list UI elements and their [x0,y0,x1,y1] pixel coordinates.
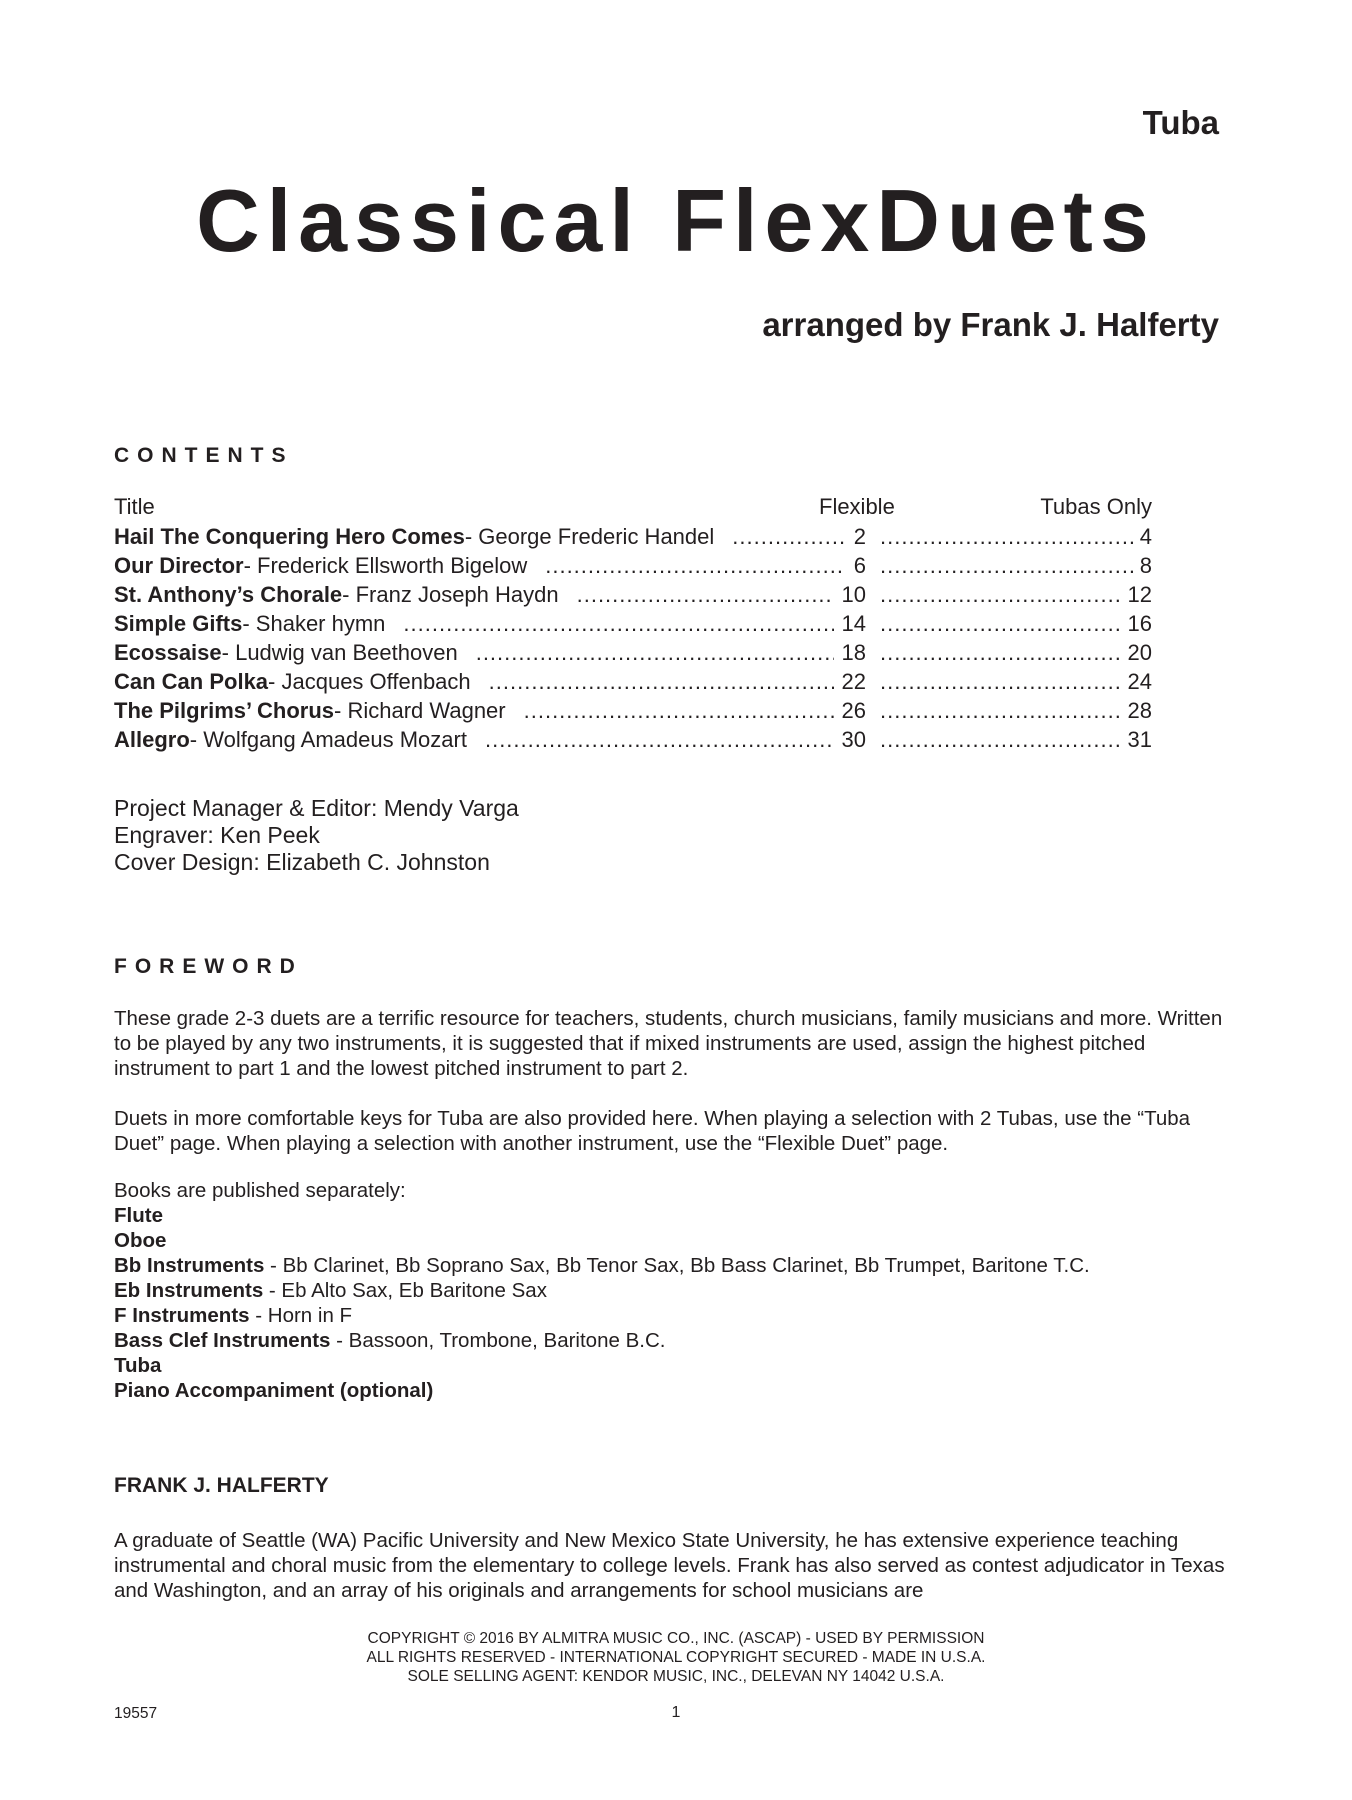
toc-tubas-page: 12 [1127,582,1152,607]
credit-engraver: Engraver: Ken Peek [114,822,320,848]
toc-piece-title: Hail The Conquering Hero Comes [114,524,465,549]
toc-leader [476,640,834,666]
toc-leader [524,698,834,724]
toc-leader [732,524,845,550]
foreword-paragraph-2: Duets in more comfortable keys for Tuba are also provided here. When playing a selection with 2 Tubas, use the “Tuba Duet” page. When playing a selection with another instrument, use the “Flexible Duet” page. [114,1107,1191,1155]
toc-leader [403,611,833,637]
book-item [114,1378,1090,1403]
toc-composer: - Richard Wagner [334,698,506,723]
copyright-notice [0,1629,1352,1686]
book-name: Tuba [114,1354,162,1377]
toc-leader [880,611,1122,637]
toc-column-title: Title [114,494,155,519]
toc-tubas-page: 20 [1127,640,1152,665]
book-name: Oboe [114,1229,167,1252]
toc-rows [114,524,1152,756]
toc-flexible-page: 26 [841,698,866,723]
toc-right [866,640,1152,666]
toc-composer: - Shaker hymn [242,611,386,636]
credits [114,795,519,876]
toc-left [114,553,866,579]
toc-piece-title: St. Anthony’s Chorale [114,582,343,607]
foreword-paragraph-1: These grade 2-3 duets are a terrific resource for teachers, students, church musicians, family musicians and more. Written to be played by any two instruments, it is suggested that if mixed instruments are used, assign the highest pitched instrument to part 1 and the lowest pitched instrument to part 2. [114,1007,1223,1080]
toc-composer: - Jacques Offenbach [268,669,471,694]
toc-piece-title: Simple Gifts [114,611,243,636]
toc-left [114,582,866,608]
table-of-contents [114,494,1152,756]
toc-leader [485,727,834,753]
toc-tubas-page: 8 [1139,553,1152,578]
toc-piece-title: Our Director [114,553,244,578]
toc-leader [880,669,1122,695]
document-number: 19557 [114,1705,158,1722]
book-item [114,1353,1090,1378]
toc-piece-title: Allegro [114,727,190,752]
toc-header [114,494,1152,524]
toc-leader [880,640,1122,666]
toc-row [114,727,1152,756]
toc-tubas-page: 31 [1127,727,1152,752]
toc-right [866,524,1152,550]
books-items [114,1203,1090,1403]
toc-leader [577,582,834,608]
book-item [114,1328,1090,1353]
book-name: Flute [114,1204,163,1227]
toc-tubas-page: 16 [1127,611,1152,636]
toc-row [114,582,1152,611]
page-title: Classical FlexDuets [196,171,1156,270]
toc-flexible-page: 30 [841,727,866,752]
book-name: Piano Accompaniment (optional) [114,1379,434,1402]
toc-left [114,727,866,753]
toc-row [114,524,1152,553]
book-detail: - Horn in F [249,1304,353,1327]
toc-leader [489,669,834,695]
toc-left [114,640,866,666]
toc-left [114,524,866,550]
book-detail: - Eb Alto Sax, Eb Baritone Sax [263,1279,547,1302]
books-intro: Books are published separately: [114,1179,406,1202]
toc-tubas-page: 28 [1127,698,1152,723]
bio-paragraph: A graduate of Seattle (WA) Pacific University and New Mexico State University, he has extensive experience teaching instrumental and choral music from the elementary to college levels. Frank has also served as contest adjudicator in Texas and Washington, and an array of his originals and arrangements for school musicians are [114,1529,1225,1602]
book-name: Bb Instruments [114,1254,265,1277]
page-number: 1 [671,1704,681,1721]
toc-piece-title: The Pilgrims’ Chorus [114,698,335,723]
toc-leader [880,727,1122,753]
toc-column-tubas-only: Tubas Only [1040,494,1152,519]
copyright-line-3: SOLE SELLING AGENT: KENDOR MUSIC, INC., DELEVAN NY 14042 U.S.A. [407,1668,945,1685]
toc-flexible-page: 14 [841,611,866,636]
foreword-heading: FOREWORD [114,955,303,978]
books-list [114,1178,1090,1403]
toc-left [114,611,866,637]
instrument-label: Tuba [1142,104,1219,141]
toc-composer: - Wolfgang Amadeus Mozart [189,727,467,752]
toc-right [866,582,1152,608]
toc-flexible-page: 2 [853,524,866,549]
toc-right [866,727,1152,753]
toc-composer: - Frederick Ellsworth Bigelow [243,553,528,578]
toc-flexible-page: 6 [853,553,866,578]
toc-piece-title: Can Can Polka [114,669,269,694]
arranger-credit: arranged by Frank J. Halferty [762,306,1219,343]
credit-project-manager: Project Manager & Editor: Mendy Varga [114,795,519,821]
copyright-line-1: COPYRIGHT © 2016 BY ALMITRA MUSIC CO., INC. (ASCAP) - USED BY PERMISSION [367,1630,985,1647]
toc-row [114,698,1152,727]
toc-left [114,669,866,695]
toc-row [114,669,1152,698]
toc-right [866,698,1152,724]
toc-composer: - Franz Joseph Haydn [342,582,559,607]
toc-tubas-page: 24 [1127,669,1152,694]
toc-flexible-page: 18 [841,640,866,665]
book-item [114,1253,1090,1278]
toc-right [866,611,1152,637]
toc-composer: - Ludwig van Beethoven [221,640,458,665]
book-name: Bass Clef Instruments [114,1329,331,1352]
book-item [114,1203,1090,1228]
book-item [114,1228,1090,1253]
toc-row [114,611,1152,640]
toc-row [114,640,1152,669]
bio-heading: FRANK J. HALFERTY [114,1474,329,1497]
toc-tubas-page: 4 [1139,524,1152,549]
book-name: Eb Instruments [114,1279,264,1302]
toc-leader [880,698,1122,724]
toc-leader [880,524,1134,550]
toc-flexible-page: 22 [841,669,866,694]
toc-right [866,553,1152,579]
toc-right [866,669,1152,695]
toc-leader [880,582,1122,608]
book-item [114,1303,1090,1328]
contents-heading: CONTENTS [114,444,294,467]
book-name: F Instruments [114,1304,250,1327]
credit-cover-design: Cover Design: Elizabeth C. Johnston [114,849,490,875]
toc-leader [545,553,846,579]
toc-left [114,698,866,724]
toc-leader [880,553,1134,579]
toc-column-flexible: Flexible [819,494,895,519]
copyright-line-2: ALL RIGHTS RESERVED - INTERNATIONAL COPYRIGHT SECURED - MADE IN U.S.A. [366,1649,986,1666]
book-detail: - Bassoon, Trombone, Baritone B.C. [330,1329,666,1352]
book-detail: - Bb Clarinet, Bb Soprano Sax, Bb Tenor Sax, Bb Bass Clarinet, Bb Trumpet, Baritone T.C. [264,1254,1090,1277]
toc-row [114,553,1152,582]
toc-flexible-page: 10 [841,582,866,607]
book-item [114,1278,1090,1303]
toc-piece-title: Ecossaise [114,640,222,665]
toc-composer: - George Frederic Handel [464,524,715,549]
